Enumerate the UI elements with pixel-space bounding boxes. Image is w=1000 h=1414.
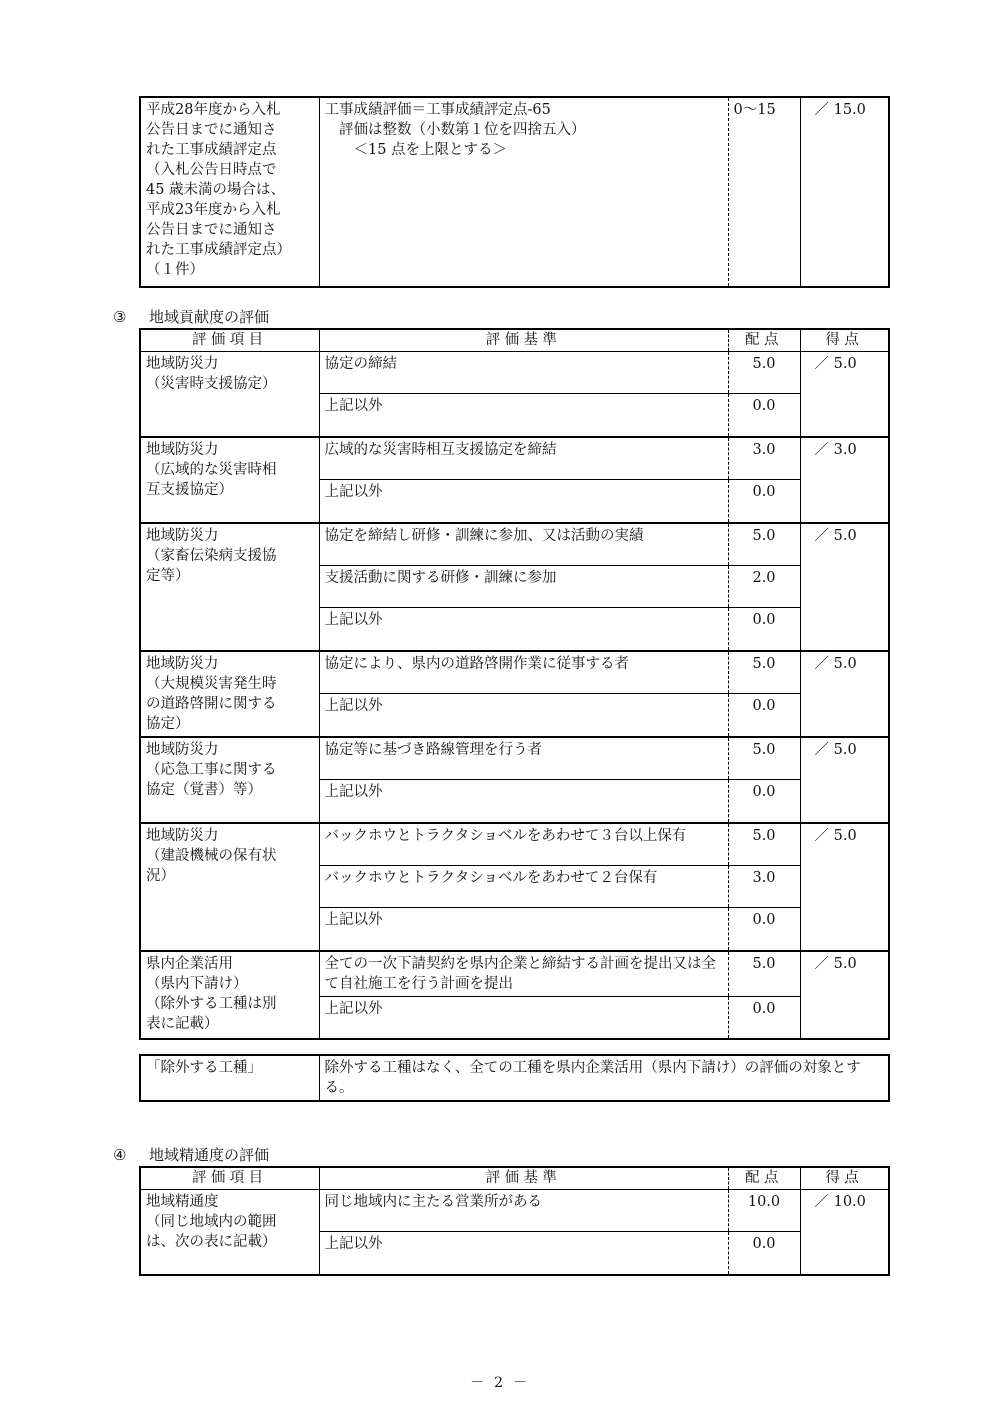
score-cell: ／ 15.0 [800, 97, 889, 287]
table-row [140, 351, 889, 393]
points-cell: 0.0 [728, 997, 800, 1039]
table-row [140, 951, 889, 997]
eval-item-cell: 地域防災力 （災害時支援協定） [140, 351, 319, 437]
criteria-cell: 上記以外 [319, 693, 728, 737]
score-cell: ／ 5.0 [800, 951, 889, 1039]
score-cell: ／ 10.0 [800, 1189, 889, 1275]
criteria-cell: 協定等に基づき路線管理を行う者 [319, 737, 728, 779]
criteria-cell: 協定を締結し研修・訓練に参加、又は活動の実績 [319, 523, 728, 565]
points-cell: 0.0 [728, 393, 800, 437]
section3-heading [113, 306, 269, 327]
header-item: 評価項目 [140, 329, 319, 351]
points-cell: 0.0 [728, 779, 800, 823]
points-cell: 5.0 [728, 951, 800, 997]
header-score: 得点 [800, 1167, 889, 1189]
criteria-cell: 全ての一次下請契約を県内企業と締結する計画を提出又は全て自社施工を行う計画を提出 [319, 951, 728, 997]
header-item: 評価項目 [140, 1167, 319, 1189]
points-cell: 5.0 [728, 737, 800, 779]
criteria-cell: 支援活動に関する研修・訓練に参加 [319, 565, 728, 607]
criteria-cell: 同じ地域内に主たる営業所がある [319, 1189, 728, 1231]
table-row [140, 437, 889, 479]
criteria-cell: 上記以外 [319, 607, 728, 651]
page-number: － 2 － [470, 1375, 530, 1391]
section3-number: ③ [113, 308, 127, 326]
eval-item-cell: 地域防災力 （大規模災害発生時 の道路啓開に関する 協定） [140, 651, 319, 737]
section4-title: 地域精通度の評価 [149, 1146, 270, 1164]
header-criteria: 評価基準 [319, 329, 728, 351]
eval-item-cell: 地域防災力 （応急工事に関する 協定（覚書）等） [140, 737, 319, 823]
points-cell: 0.0 [728, 1231, 800, 1275]
points-cell: 3.0 [728, 865, 800, 907]
points-cell: 3.0 [728, 437, 800, 479]
criteria-cell: 協定の締結 [319, 351, 728, 393]
points-cell: 0.0 [728, 907, 800, 951]
performance-table [139, 96, 890, 288]
table-row [140, 651, 889, 693]
header-score: 得点 [800, 329, 889, 351]
points-cell: 0.0 [728, 607, 800, 651]
table-row [140, 1189, 889, 1231]
regional-contribution-table [139, 328, 890, 1040]
section3-title: 地域貢献度の評価 [149, 308, 270, 326]
criteria-cell: 上記以外 [319, 997, 728, 1039]
criteria-cell: バックホウとトラクタショベルをあわせて３台以上保有 [319, 823, 728, 865]
section4-heading [113, 1144, 269, 1165]
eval-item-cell: 地域防災力 （建設機械の保有状 況） [140, 823, 319, 951]
criteria-cell: 広域的な災害時相互支援協定を締結 [319, 437, 728, 479]
points-cell: 0.0 [728, 693, 800, 737]
header-criteria: 評価基準 [319, 1167, 728, 1189]
points-cell: 10.0 [728, 1189, 800, 1231]
score-cell: ／ 5.0 [800, 737, 889, 823]
points-cell: 5.0 [728, 351, 800, 393]
points-cell: 0～15 [728, 97, 800, 287]
eval-item-cell: 地域精通度 （同じ地域内の範囲 は、次の表に記載） [140, 1189, 319, 1275]
score-cell: ／ 5.0 [800, 351, 889, 437]
table-header-row [140, 1167, 889, 1189]
points-cell: 5.0 [728, 651, 800, 693]
eval-item-cell: 地域防災力 （広域的な災害時相 互支援協定） [140, 437, 319, 523]
criteria-cell: 上記以外 [319, 907, 728, 951]
criteria-cell: 協定により、県内の道路啓開作業に従事する者 [319, 651, 728, 693]
score-cell: ／ 3.0 [800, 437, 889, 523]
points-cell: 0.0 [728, 479, 800, 523]
note-text: 除外する工種はなく、全ての工種を県内企業活用（県内下請け）の評価の対象とする。 [319, 1055, 889, 1101]
points-cell: 2.0 [728, 565, 800, 607]
eval-item-cell: 平成28年度から入札 公告日までに通知さ れた工事成績評定点 （入札公告日時点で 45 歳未満の場合は、 平成23年度から入札 公告日までに通知さ れた工事成績評定点） （１件） [140, 97, 319, 287]
points-cell: 5.0 [728, 823, 800, 865]
score-cell: ／ 5.0 [800, 823, 889, 951]
criteria-cell: バックホウとトラクタショベルをあわせて２台保有 [319, 865, 728, 907]
table-row [140, 737, 889, 779]
score-cell: ／ 5.0 [800, 651, 889, 737]
criteria-cell: 工事成績評価＝工事成績評定点-65 評価は整数（小数第１位を四捨五入） ＜15 点を上限とする＞ [319, 97, 728, 287]
score-cell: ／ 5.0 [800, 523, 889, 651]
criteria-cell: 上記以外 [319, 779, 728, 823]
table-row [140, 823, 889, 865]
table-row [140, 523, 889, 565]
header-points: 配点 [728, 329, 800, 351]
criteria-cell: 上記以外 [319, 393, 728, 437]
table-header-row [140, 329, 889, 351]
criteria-cell: 上記以外 [319, 1231, 728, 1275]
points-cell: 5.0 [728, 523, 800, 565]
eval-item-cell: 地域防災力 （家畜伝染病支援協 定等） [140, 523, 319, 651]
section4-number: ④ [113, 1146, 127, 1164]
note-label: 「除外する工種」 [140, 1055, 319, 1101]
header-points: 配点 [728, 1167, 800, 1189]
criteria-cell: 上記以外 [319, 479, 728, 523]
excluded-work-types-note [139, 1054, 890, 1102]
eval-item-cell: 県内企業活用 （県内下請け） （除外する工種は別 表に記載） [140, 951, 319, 1039]
regional-familiarity-table [139, 1166, 890, 1276]
